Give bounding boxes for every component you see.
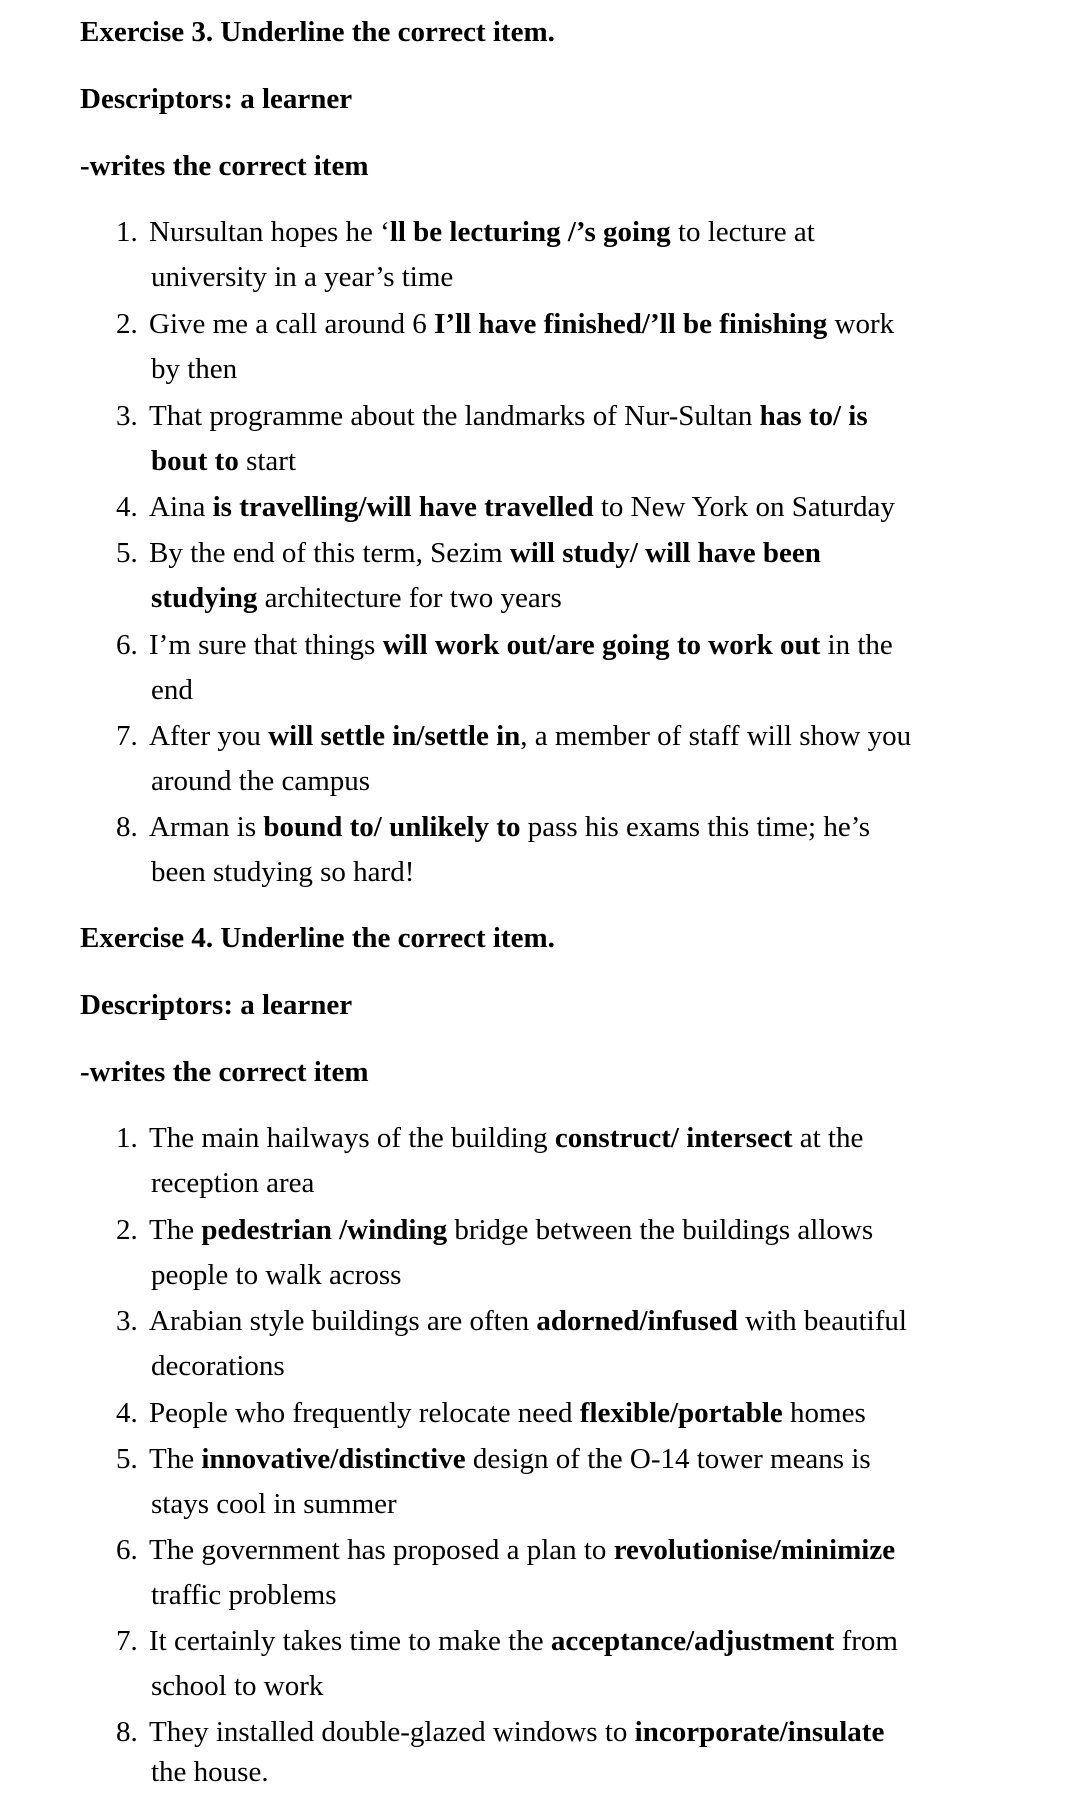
exercise-4-item-3-line-2: decorations <box>151 1350 285 1382</box>
item-number: 4. <box>116 1397 138 1429</box>
answer-options: will settle in/settle in <box>268 720 521 752</box>
exercise-3-item-1-line-1: 1. Nursultan hopes he ‘ll be lecturing /’s going to lecture at <box>116 210 815 254</box>
item-number: 1. <box>116 216 138 248</box>
item-number: 2. <box>116 308 138 340</box>
answer-options: incorporate/insulate <box>634 1716 885 1748</box>
exercise-4-item-1-line-2: reception area <box>151 1167 315 1199</box>
exercise-4-item-5-line-2: stays cool in summer <box>151 1488 397 1520</box>
item-number: 7. <box>116 1625 138 1657</box>
item-number: 3. <box>116 1305 138 1337</box>
exercise-4-item-1-line-1: 1. The main hailways of the building construct/ intersect at the <box>116 1116 863 1160</box>
item-number: 1. <box>116 1122 138 1154</box>
answer-options: will study/ will have been <box>509 537 821 569</box>
exercise-3-item-6-line-1: 6. I’m sure that things will work out/are going to work out in the <box>116 623 893 667</box>
answer-options: bound to/ unlikely to <box>263 811 521 843</box>
answer-options: revolutionise/minimize <box>613 1534 896 1566</box>
exercise-3-item-3-line-2: bout to start <box>151 445 297 477</box>
exercise-3-item-7-line-2: around the campus <box>151 765 371 797</box>
exercise-3-item-2-line-1: 2. Give me a call around 6 I’ll have finished/’ll be finishing work <box>116 302 894 346</box>
exercise-4-item-2-line-2: people to walk across <box>151 1259 402 1291</box>
answer-options: I’ll have finished/’ll be finishing <box>434 308 828 340</box>
exercise-3-item-2-line-2: by then <box>151 353 238 385</box>
exercise-4-item-7-line-1: 7. It certainly takes time to make the acceptance/adjustment from <box>116 1619 898 1663</box>
exercise-4-item-8-line-1: 8. They installed double-glazed windows to incorporate/insulate <box>116 1710 884 1754</box>
answer-options: acceptance/adjustment <box>550 1625 835 1657</box>
item-number: 8. <box>116 811 138 843</box>
exercise-3-item-7-line-1: 7. After you will settle in/settle in, a member of staff will show you <box>116 714 911 758</box>
exercise-3-item-5-line-2: studying architecture for two years <box>151 582 562 614</box>
answer-options: pedestrian /winding <box>201 1214 448 1246</box>
exercise-3-item-3-line-1: 3. That programme about the landmarks of Nur-Sultan has to/ is <box>116 394 868 438</box>
answer-options: studying <box>151 582 258 614</box>
answer-options: is travelling/will have travelled <box>212 491 594 523</box>
answer-options: bout to <box>151 445 239 477</box>
exercise-4-item-7-line-2: school to work <box>151 1670 324 1702</box>
exercise-4-item-6-line-1: 6. The government has proposed a plan to revolutionise/minimize <box>116 1528 895 1572</box>
item-number: 2. <box>116 1214 138 1246</box>
exercise-3-title: Exercise 3. Underline the correct item. <box>80 16 555 48</box>
exercise-4-item-3-line-1: 3. Arabian style buildings are often adorned/infused with beautiful <box>116 1299 907 1343</box>
exercise-4-descriptors: Descriptors: a learner <box>80 989 353 1021</box>
item-number: 7. <box>116 720 138 752</box>
item-number: 4. <box>116 491 138 523</box>
item-number: 6. <box>116 629 138 661</box>
exercise-4-item-5-line-1: 5. The innovative/distinctive design of the O-14 tower means is <box>116 1437 871 1481</box>
exercise-4-item-8-line-2: the house. <box>151 1756 269 1788</box>
answer-options: adorned/infused <box>536 1305 738 1337</box>
exercise-3-task: -writes the correct item <box>80 150 369 182</box>
item-number: 3. <box>116 400 138 432</box>
exercise-3-item-1-line-2: university in a year’s time <box>151 261 454 293</box>
answer-options: will work out/are going to work out <box>382 629 821 661</box>
exercise-3-item-8-line-2: been studying so hard! <box>151 856 415 888</box>
item-number: 6. <box>116 1534 138 1566</box>
exercise-4-item-4-line-1: 4. People who frequently relocate need flexible/portable homes <box>116 1391 866 1435</box>
exercise-4-item-6-line-2: traffic problems <box>151 1579 337 1611</box>
answer-options: flexible/portable <box>579 1397 783 1429</box>
answer-options: has to/ is <box>759 400 868 432</box>
exercise-4-title: Exercise 4. Underline the correct item. <box>80 922 555 954</box>
item-number: 5. <box>116 1443 138 1475</box>
exercise-3-descriptors: Descriptors: a learner <box>80 83 353 115</box>
item-number: 8. <box>116 1716 138 1748</box>
item-number: 5. <box>116 537 138 569</box>
exercise-4-task: -writes the correct item <box>80 1056 369 1088</box>
exercise-3-item-4-line-1: 4. Aina is travelling/will have travelled to New York on Saturday <box>116 485 895 529</box>
exercise-3-item-5-line-1: 5. By the end of this term, Sezim will study/ will have been <box>116 531 821 575</box>
answer-options: ll be lecturing /’s going <box>389 216 671 248</box>
exercise-3-item-6-line-2: end <box>151 674 193 706</box>
exercise-3-item-8-line-1: 8. Arman is bound to/ unlikely to pass his exams this time; he’s <box>116 805 870 849</box>
exercise-4-item-2-line-1: 2. The pedestrian /winding bridge between the buildings allows <box>116 1208 873 1252</box>
answer-options: construct/ intersect <box>554 1122 793 1154</box>
answer-options: innovative/distinctive <box>201 1443 466 1475</box>
